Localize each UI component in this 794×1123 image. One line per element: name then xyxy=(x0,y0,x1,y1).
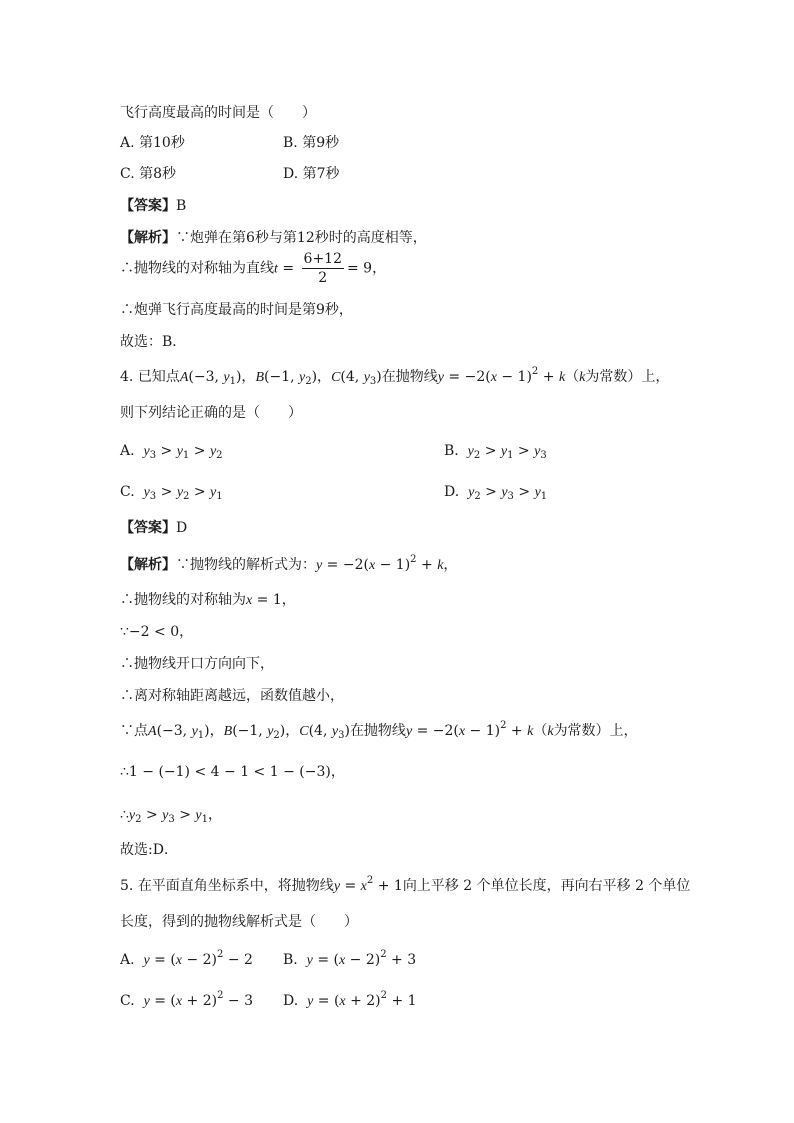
analysis-text: 为常数）上， xyxy=(553,723,638,739)
q4-analysis-8: $\therefore y_2 > y_3 > y_1$， xyxy=(120,807,222,825)
q3-option-a: A. 第10秒 xyxy=(120,135,185,151)
q3-option-b: B. 第9秒 xyxy=(283,135,340,151)
q4-analysis-7: ∴1 − (−1) < 4 − 1 < 1 − (−3)， xyxy=(120,764,345,780)
analysis-text: ∴抛物线的对称轴为直线 xyxy=(120,260,274,277)
option-label: B. xyxy=(283,952,298,968)
q5-stem-line-1: 5. 在平面直角坐标系中，将抛物线$y = x^2 + 1$向上平移 2 个单位长度，再向右平移 2 个单位 xyxy=(120,875,691,894)
q3-analysis-3: ∴炮弹飞行高度最高的时间是第9秒， xyxy=(120,302,353,318)
q3-option-c: C. 第8秒 xyxy=(120,166,177,182)
q5-option-b: B. $y = (x - 2)^2 + 3$ xyxy=(283,949,417,968)
q5-option-c: C. $y = (x + 2)^2 - 3$ xyxy=(120,990,254,1009)
q3-answer xyxy=(120,196,186,216)
analysis-text: ∵抛物线的解析式为： xyxy=(176,557,316,573)
q4-analysis-6: ∵点A(−3, $y_1$)，B(−1, $y_2$)，C(4, $y_3$)在抛物线$y = -2(x - 1)^2 + k(k$为常数）上， xyxy=(120,720,638,741)
stem-text: 为常数）上， xyxy=(585,369,670,385)
option-label: D. xyxy=(283,993,299,1009)
q4-option-d: D. $y_2 > y_3 > y_1$ xyxy=(444,484,548,502)
q4-answer xyxy=(120,518,187,538)
option-label: C. xyxy=(120,484,135,500)
q3-analysis-1 xyxy=(120,228,427,248)
answer-label: 【答案】 xyxy=(120,198,176,214)
analysis-label: 【解析】 xyxy=(120,557,176,573)
option-label: C. xyxy=(120,993,135,1009)
answer-value: D xyxy=(176,520,188,536)
q5-stem-line-2: 长度，得到的抛物线解析式是（ ） xyxy=(120,914,358,930)
question-number: 4. xyxy=(120,369,134,385)
stem-text: 向上平移 2 个单位长度，再向右平移 2 个单位 xyxy=(402,878,691,894)
q4-option-c: C. $y_3 > y_2 > y_1$ xyxy=(120,484,223,502)
q3-conclusion: 故选：B． xyxy=(120,334,187,350)
option-label: A. xyxy=(120,952,135,968)
q4-option-b: B. $y_2 > y_1 > y_3$ xyxy=(444,443,547,461)
option-label: D. xyxy=(444,484,460,500)
stem-text: （ xyxy=(565,369,580,385)
q3-stem-tail: 飞行高度最高的时间是（ ） xyxy=(120,105,316,121)
q4-option-a: A. $y_3 > y_1 > y_2$ xyxy=(120,443,223,461)
analysis-text: （ xyxy=(533,723,548,739)
analysis-label: 【解析】 xyxy=(120,230,176,246)
answer-label: 【答案】 xyxy=(120,520,176,536)
q4-analysis-3: ∵−2 < 0， xyxy=(120,624,194,640)
analysis-text: = 9， xyxy=(346,260,387,277)
q4-analysis-2: ∴抛物线的对称轴为x = 1， xyxy=(120,592,296,608)
analysis-text: ∴ xyxy=(120,764,129,780)
q3-option-d: D. 第7秒 xyxy=(283,166,340,182)
q4-analysis-5: ∴离对称轴距离越远，函数值越小， xyxy=(120,688,344,704)
fraction xyxy=(302,250,344,287)
option-label: B. xyxy=(444,443,459,459)
q4-stem-line-1: 4. 已知点A(−3, $y_1$)，B(−1, $y_2$)，C(4, $y_3$)在抛物线$y = -2(x - 1)^2 + k(k$为常数）上， xyxy=(120,366,670,387)
q4-analysis-1: 【解析】∵抛物线的解析式为：$y = -2(x - 1)^2 + k$， xyxy=(120,554,458,573)
option-label: A. xyxy=(120,443,135,459)
analysis-text: ∵ xyxy=(120,624,129,640)
question-number: 5. xyxy=(120,878,134,894)
q3-analysis-2: ∴抛物线的对称轴为直线t = $\frac{6+12}{2}$ = 9， xyxy=(120,251,387,286)
q5-option-a: A. $y = (x - 2)^2 - 2$ xyxy=(120,949,253,968)
q5-option-d: D. $y = (x + 2)^2 + 1$ xyxy=(283,990,417,1009)
stem-text: 在抛物线 xyxy=(381,369,438,385)
stem-text: 已知点 xyxy=(137,369,180,385)
fraction-denominator: 2 xyxy=(318,270,328,286)
fraction-numerator: 6+12 xyxy=(303,251,342,267)
answer-value: B xyxy=(176,198,187,214)
analysis-text: ∵炮弹在第6秒与第12秒时的高度相等， xyxy=(176,230,427,246)
q4-stem-line-2: 则下列结论正确的是（ ） xyxy=(120,405,302,421)
analysis-text: ∴抛物线的对称轴为 xyxy=(120,592,246,608)
analysis-text: ∵点 xyxy=(120,723,148,739)
analysis-text: ∴ xyxy=(120,807,129,823)
stem-text: 在平面直角坐标系中，将抛物线 xyxy=(137,878,334,894)
q4-analysis-4: ∴抛物线开口方向向下， xyxy=(120,656,274,672)
q4-conclusion: 故选:D． xyxy=(120,842,178,858)
analysis-text: 在抛物线 xyxy=(349,723,406,739)
